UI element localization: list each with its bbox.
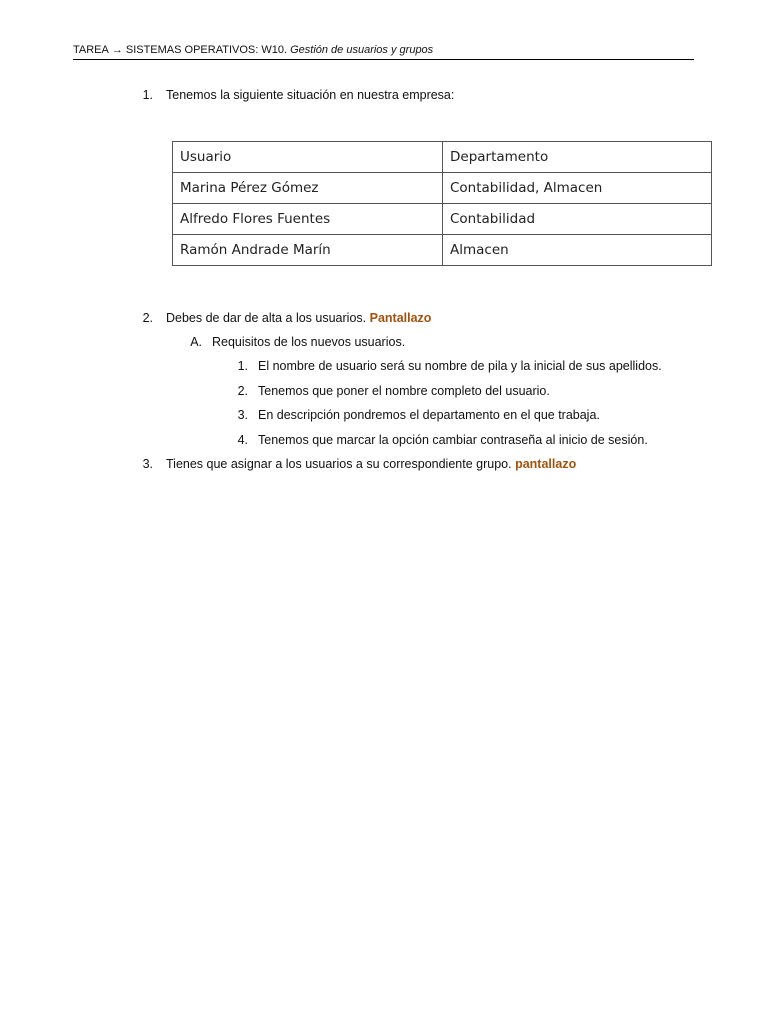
list-text: El nombre de usuario será su nombre de pila y la inicial de sus apellidos. [258,359,662,373]
header-cell-usuario: Usuario [173,142,443,173]
arrow-right-icon: → [111,44,123,56]
list-text: En descripción pondremos el departamento en el que trabaja. [258,408,600,422]
pantallazo-link[interactable]: Pantallazo [369,311,432,325]
list-number: 1. [142,88,153,102]
table-row [173,173,712,204]
table-header-row [173,142,712,173]
list-text: Tienes que asignar a los usuarios a su correspondiente grupo. [166,457,512,471]
table-row [173,235,712,266]
table-cell: Contabilidad, Almacen [443,173,712,204]
list-letter: A. [190,335,202,349]
list-number: 3. [237,408,248,422]
list-number: 1. [237,359,248,373]
header-cell-departamento: Departamento [443,142,712,173]
table-cell: Almacen [443,235,712,266]
list-text: Tenemos la siguiente situación en nuestra empresa: [166,88,455,102]
list-number: 2. [142,311,153,325]
header-subject-italic: Gestión de usuarios y grupos [290,44,434,56]
header-subject: SISTEMAS OPERATIVOS: W10. [125,44,288,56]
pantallazo-link[interactable]: pantallazo [515,457,577,471]
list-text: Tenemos que marcar la opción cambiar contraseña al inicio de sesión. [258,433,648,447]
table-cell: Marina Pérez Gómez [173,173,443,204]
header-prefix: TAREA [73,44,109,56]
list-number: 3. [142,457,153,471]
list-text: Debes de dar de alta a los usuarios. [166,311,367,325]
users-table [172,141,712,266]
page-header [73,43,694,60]
list-number: 4. [237,433,248,447]
table-row [173,204,712,235]
list-number: 2. [237,384,248,398]
list-text: Tenemos que poner el nombre completo del usuario. [258,384,550,398]
list-text: Requisitos de los nuevos usuarios. [212,335,406,349]
table-cell: Contabilidad [443,204,712,235]
table-cell: Ramón Andrade Marín [173,235,443,266]
table-cell: Alfredo Flores Fuentes [173,204,443,235]
